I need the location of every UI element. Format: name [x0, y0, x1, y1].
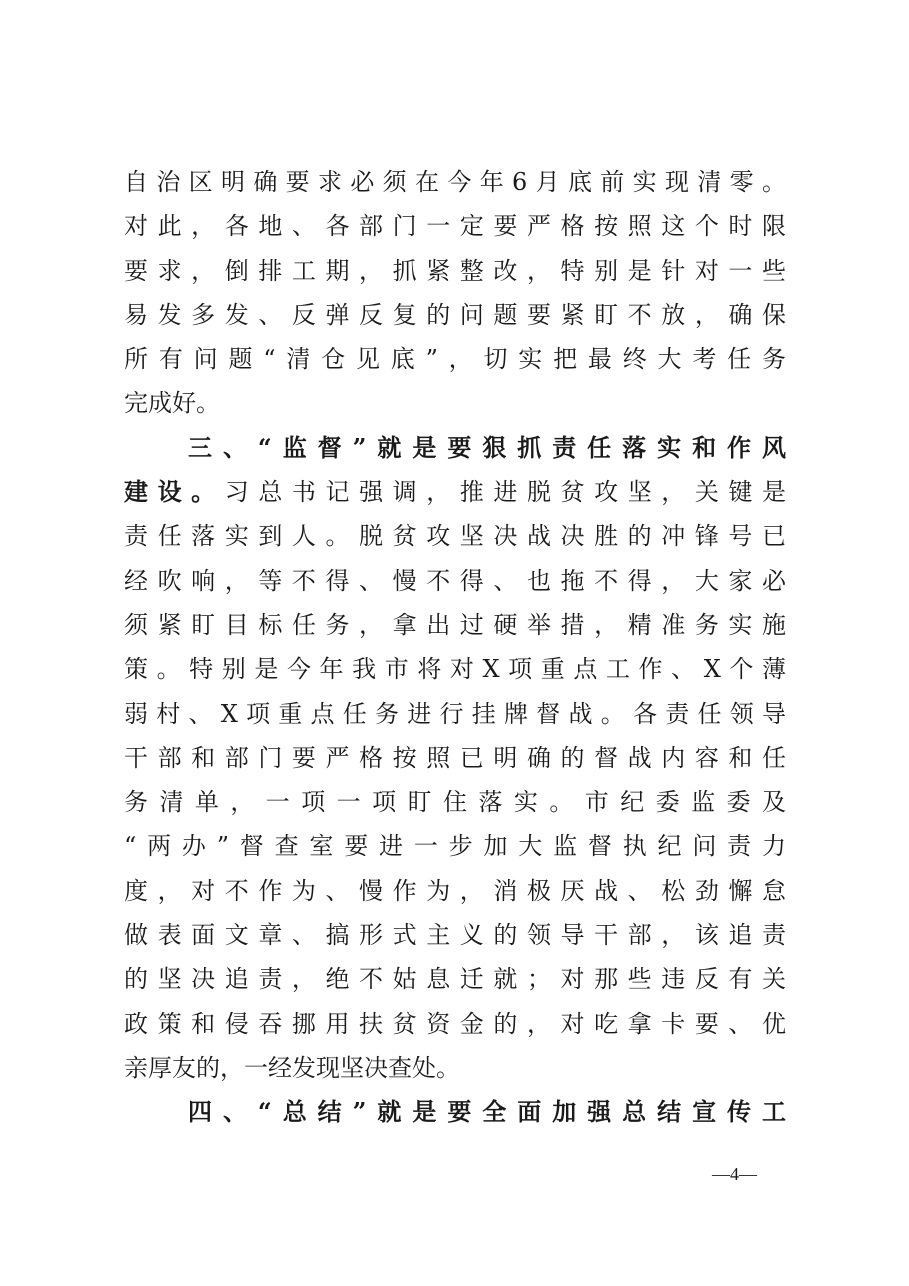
document-body	[124, 160, 786, 1135]
page-number: —4—	[712, 1164, 757, 1184]
text-line: 完成好。	[124, 389, 220, 418]
text-line: 自治区明确要求必须在今年6月底前实现清零。	[124, 168, 786, 196]
text-line: 经吹响，等不得、慢不得、也拖不得，大家必	[124, 566, 786, 595]
text-line: 易发多发、反弹反复的问题要紧盯不放，确保	[124, 300, 786, 329]
text-line: 务清单，一项一项盯住落实。市纪委监委及	[124, 788, 786, 817]
text-line: 做表面文章、搞形式主义的领导干部，该追责	[124, 921, 786, 950]
text-line: 政策和侵吞挪用扶贫资金的，对吃拿卡要、优	[124, 1009, 786, 1038]
text-line: 要求，倒排工期，抓紧整改，特别是针对一些	[124, 256, 786, 285]
text-line: 须紧盯目标任务，拿出过硬举措，精准务实施	[124, 610, 786, 639]
text-line	[124, 470, 786, 514]
text-line: 度，对不作为、慢作为，消极厌战、松劲懈怠	[124, 876, 786, 905]
text-line: 策。特别是今年我市将对X项重点工作、X个薄	[124, 655, 786, 684]
text-line: 对此，各地、各部门一定要严格按照这个时限	[124, 212, 786, 241]
section-heading-tail: 建设。	[124, 477, 225, 507]
text-line: 责任落实到人。脱贫攻坚决战决胜的冲锋号已	[124, 522, 786, 551]
text-line: “两办”督查室要进一步加大监督执纪问责力	[124, 832, 786, 861]
text-line: 干部和部门要严格按照已明确的督战内容和任	[124, 743, 786, 772]
text-segment: 习总书记强调，推进脱贫攻坚，关键是	[224, 478, 786, 507]
section-heading: 四、“总结”就是要全面加强总结宣传工	[188, 1097, 786, 1127]
text-line: 亲厚友的，一经发现坚决查处。	[124, 1053, 460, 1082]
text-line: 所有问题“清仓见底”，切实把最终大考任务	[124, 345, 786, 374]
section-heading: 三、“监督”就是要狠抓责任落实和作风	[188, 432, 786, 462]
text-line: 的坚决追责，绝不姑息迁就；对那些违反有关	[124, 965, 786, 994]
text-line: 弱村、X项重点任务进行挂牌督战。各责任领导	[124, 699, 786, 728]
